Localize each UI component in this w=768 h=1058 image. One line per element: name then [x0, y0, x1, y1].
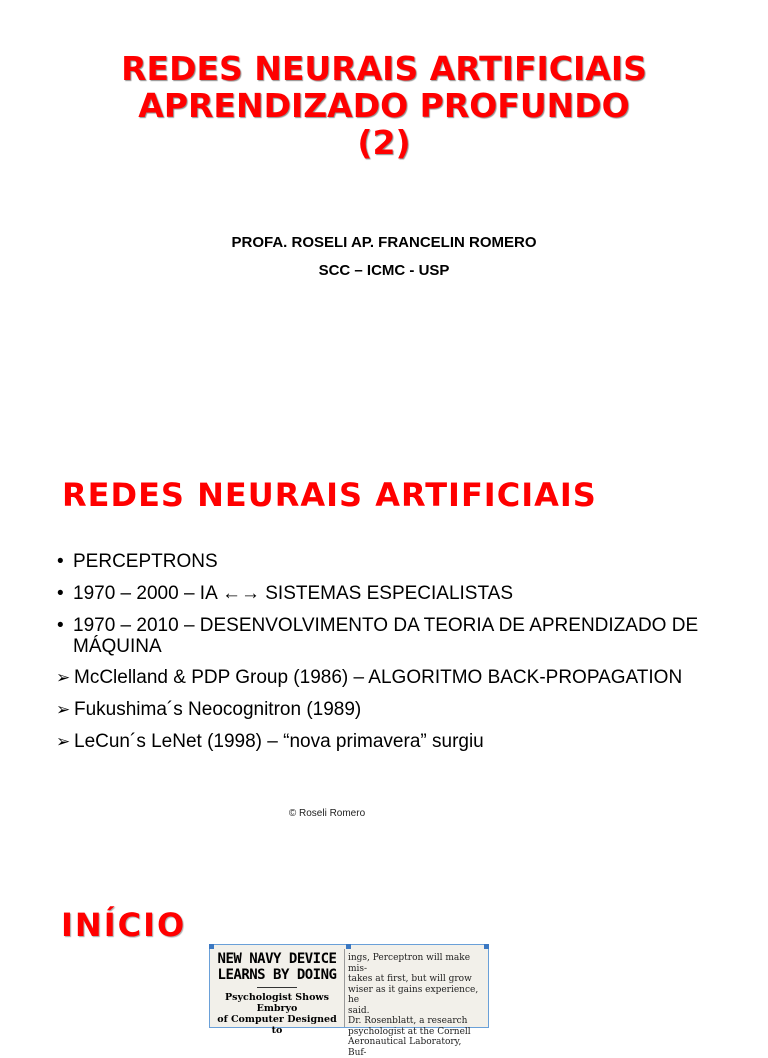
- clipping-headline: NEW NAVY DEVICE: [217, 951, 337, 967]
- copyright-notice: © Roseli Romero: [288, 808, 366, 819]
- slide-heading: REDES NEURAIS ARTIFICIAIS: [62, 476, 597, 514]
- arrow-bullet-icon: ➢: [56, 668, 71, 687]
- presentation-title: [0, 50, 768, 161]
- resize-handle[interactable]: [209, 944, 214, 949]
- clipping-subhead: Psychologist Shows Embryo: [225, 992, 329, 1014]
- bullet-text: 1970 – 2000 – IA ←→ SISTEMAS ESPECIALISTAS: [73, 583, 514, 604]
- history-slide: [0, 440, 768, 860]
- arrow-bullet-icon: ➢: [56, 732, 71, 751]
- column-divider: [344, 949, 345, 1027]
- bullet-text: PERCEPTRONS: [73, 551, 218, 572]
- list-item: [56, 694, 746, 726]
- list-item: [56, 546, 746, 578]
- bullet-text: 1970 – 2010 – DESENVOLVIMENTO DA TEORIA DE APRENDIZADO DE: [73, 615, 699, 636]
- clipping-left-column: [214, 951, 340, 1036]
- arrow-item-text: Fukushima´s Neocognitron (1989): [74, 699, 362, 720]
- arrow-item-text: LeCun´s LeNet (1998) – “nova primavera” surgiu: [74, 731, 484, 752]
- bullet-list: [56, 546, 746, 758]
- clipping-text-line: psychologist at the Cornell: [348, 1026, 471, 1037]
- slide-heading: INÍCIO: [61, 906, 187, 944]
- title-line-2: APRENDIZADO PROFUNDO: [138, 86, 630, 125]
- affiliation: SCC – ICMC - USP: [318, 262, 450, 279]
- clipping-headline: LEARNS BY DOING: [217, 967, 337, 983]
- list-item: [56, 726, 746, 758]
- resize-handle[interactable]: [346, 944, 351, 949]
- clipping-text-line: wiser as it gains experience, he: [348, 984, 479, 1005]
- resize-handle[interactable]: [484, 944, 489, 949]
- title-line-3: (2): [357, 123, 411, 162]
- divider: [257, 987, 297, 988]
- inicio-slide: [0, 860, 768, 1058]
- clipping-text-line: Dr. Rosenblatt, a research: [348, 1016, 468, 1026]
- clipping-subhead: of Computer Designed to: [217, 1014, 337, 1036]
- arrow-bullet-icon: ➢: [56, 700, 71, 719]
- newspaper-clipping-image[interactable]: [209, 944, 489, 1058]
- list-item: [56, 610, 746, 662]
- clipping-right-column: [348, 953, 482, 1058]
- list-item: [56, 578, 746, 610]
- clipping-text-line: said.: [348, 1005, 370, 1016]
- author-block: [0, 229, 768, 285]
- clipping-text-line: takes at first, but will grow: [348, 974, 472, 984]
- bullet-text-continuation: MÁQUINA: [73, 636, 162, 657]
- author-name: PROFA. ROSELI AP. FRANCELIN ROMERO: [231, 234, 537, 251]
- clipping-text-line: Aeronautical Laboratory, Buf-: [348, 1037, 462, 1058]
- arrow-item-text: McClelland & PDP Group (1986) – ALGORITMO BACK-PROPAGATION: [74, 667, 683, 688]
- title-slide: [0, 0, 768, 440]
- list-item: [56, 662, 746, 694]
- clipping-text-line: ings, Perceptron will make mis-: [348, 953, 471, 974]
- title-line-1: REDES NEURAIS ARTIFICIAIS: [121, 49, 647, 88]
